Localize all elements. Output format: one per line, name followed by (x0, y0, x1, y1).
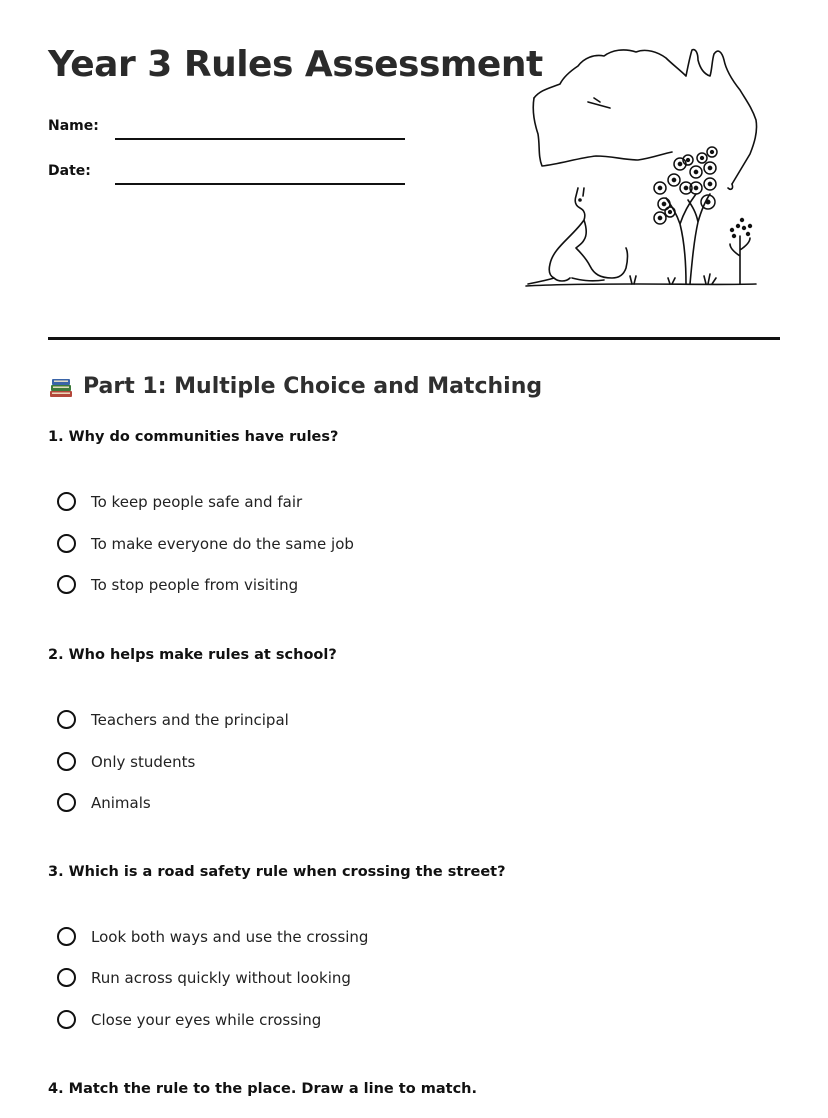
name-field[interactable] (115, 138, 405, 140)
q2-option-b[interactable] (57, 752, 195, 771)
option-label: Teachers and the principal (91, 710, 289, 729)
radio-circle[interactable] (57, 752, 76, 771)
ground-line (526, 284, 756, 286)
q3-option-a[interactable] (57, 927, 368, 946)
option-label: Look both ways and use the crossing (91, 927, 369, 946)
radio-circle[interactable] (57, 927, 76, 946)
q3-option-b[interactable] (57, 968, 351, 987)
section-heading (48, 374, 542, 399)
australia-kangaroo-illustration (520, 40, 770, 295)
q2-option-c[interactable] (57, 793, 151, 812)
option-label: Close your eyes while crossing (91, 1010, 322, 1029)
q2-option-a[interactable] (57, 710, 289, 729)
question-3: 3. Which is a road safety rule when crossing the street? (48, 864, 506, 880)
q1-option-b[interactable] (57, 534, 354, 553)
date-field[interactable] (115, 183, 405, 185)
radio-circle[interactable] (57, 710, 76, 729)
option-label: To stop people from visiting (91, 575, 299, 594)
name-label: Name: (48, 118, 99, 134)
books-icon (48, 375, 74, 399)
q1-option-a[interactable] (57, 492, 302, 511)
small-flower-plant (730, 219, 751, 284)
radio-circle[interactable] (57, 968, 76, 987)
australia-map-outline (534, 50, 757, 184)
q1-option-c[interactable] (57, 575, 298, 594)
page-title: Year 3 Rules Assessment (48, 44, 543, 85)
question-4: 4. Match the rule to the place. Draw a line to match. (48, 1081, 478, 1097)
kangaroo-drawing (528, 188, 628, 284)
radio-circle[interactable] (57, 492, 76, 511)
option-label: Only students (91, 752, 196, 771)
radio-circle[interactable] (57, 793, 76, 812)
option-label: Run across quickly without looking (91, 968, 351, 987)
option-label: To keep people safe and fair (91, 492, 303, 511)
section-divider (48, 337, 780, 340)
date-label: Date: (48, 163, 91, 179)
question-2: 2. Who helps make rules at school? (48, 647, 337, 663)
section-title: Part 1: Multiple Choice and Matching (83, 374, 543, 399)
radio-circle[interactable] (57, 534, 76, 553)
radio-circle[interactable] (57, 1010, 76, 1029)
q3-option-c[interactable] (57, 1010, 321, 1029)
option-label: To make everyone do the same job (91, 534, 354, 553)
option-label: Animals (91, 793, 151, 812)
radio-circle[interactable] (57, 575, 76, 594)
question-1: 1. Why do communities have rules? (48, 429, 339, 445)
